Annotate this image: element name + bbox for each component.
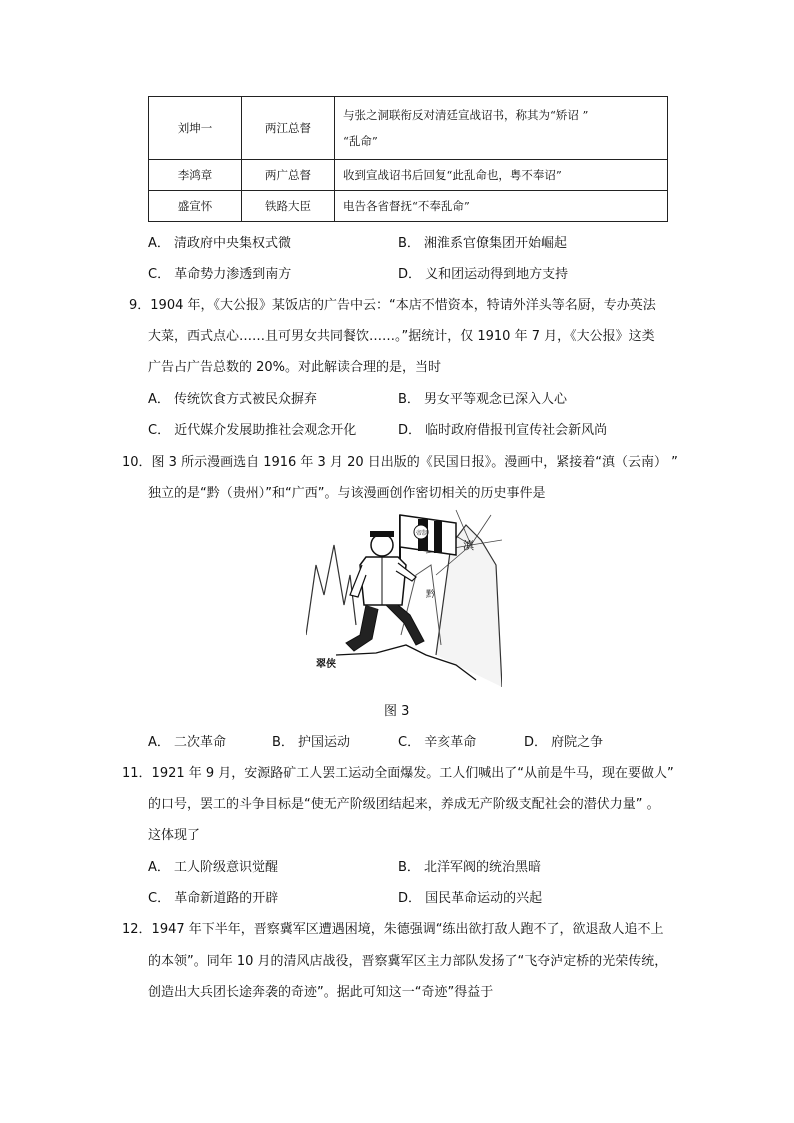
official-name: 刘坤一 [149, 97, 242, 160]
q10-stem: 10．图 3 所示漫画选自 1916 年 3 月 20 日出版的《民国日报》。漫画中，紧接着“滇（云南） ” [122, 455, 678, 470]
q10-option-c: C． 辛亥革命 [398, 735, 477, 750]
q9-stem: 广告占广告总数的 20%。对此解读合理的是，当时 [148, 360, 442, 375]
table-row [149, 160, 668, 191]
q11-stem: 11．1921 年 9 月，安源路矿工人罢工运动全面爆发。工人们喊出了“从前是牛马，现在要做人” [122, 766, 674, 781]
official-stance: 收到宣战诏书后回复“此乱命也，粤不奉诏” [335, 160, 668, 191]
q9-option-d: D． 临时政府借报刊宣传社会新风尚 [398, 423, 608, 438]
q8-option-c: C． 革命势力渗透到南方 [148, 267, 292, 282]
q11-option-a: A． 工人阶级意识觉醒 [148, 860, 279, 875]
cartoon-flag-label: 帝制 [416, 530, 429, 537]
q9-stem: 大菜，西式点心……且可男女共同餐饮……。”据统计，仅 1910 年 7 月，《大公报》这类 [148, 329, 655, 344]
stance-line: “乱命” [343, 134, 378, 148]
q9-stem: 9．1904 年，《大公报》某饭店的广告中云：“本店不惜资本，特请外洋头等名厨，专办英法 [129, 298, 656, 313]
q9-option-c: C． 近代媒介发展助推社会观念开化 [148, 423, 357, 438]
q12-stem: 的本领”。同年 10 月的清风店战役，晋察冀军区主力部队发扬了“飞夺泸定桥的光荣传统， [148, 954, 668, 969]
official-title: 铁路大臣 [242, 191, 335, 222]
cartoon-signature: 翠侠 [316, 659, 336, 670]
q9-option-b: B． 男女平等观念已深入人心 [398, 392, 568, 407]
stance-line: 与张之洞联衔反对清廷宣战诏书，称其为“矫诏 ” [343, 108, 589, 122]
cartoon-ground-label: 黔 [426, 590, 436, 600]
q12-stem: 12．1947 年下半年，晋察冀军区遭遇困境，朱德强调“练出欲打敌人跑不了，欲退敌人追不上 [122, 922, 664, 937]
q10-option-a: A． 二次革命 [148, 735, 227, 750]
q11-option-b: B． 北洋军阀的统治黑暗 [398, 860, 542, 875]
cartoon-mountain-label: 滇 [463, 539, 474, 552]
official-name: 盛宣怀 [149, 191, 242, 222]
q10-stem: 独立的是“黔（贵州）”和“广西”。与该漫画创作密切相关的历史事件是 [148, 486, 546, 501]
table-row [149, 97, 668, 160]
table-row [149, 191, 668, 222]
official-stance: 电告各省督抚“不奉乱命” [335, 191, 668, 222]
q12-stem: 创造出大兵团长途奔袭的奇迹”。据此可知这一“奇迹”得益于 [148, 985, 494, 1000]
q11-option-d: D． 国民革命运动的兴起 [398, 891, 543, 906]
official-stance [335, 97, 668, 160]
q11-stem: 这体现了 [148, 828, 201, 843]
official-title: 两广总督 [242, 160, 335, 191]
officials-table [148, 96, 668, 222]
q10-option-d: D． 府院之争 [524, 735, 604, 750]
q11-option-c: C． 革命新道路的开辟 [148, 891, 279, 906]
figure-caption: 图 3 [384, 704, 410, 719]
q9-option-a: A． 传统饮食方式被民众摒弃 [148, 392, 318, 407]
q8-option-b: B． 湘淮系官僚集团开始崛起 [398, 236, 568, 251]
q8-option-d: D． 义和团运动得到地方支持 [398, 267, 569, 282]
official-name: 李鸿章 [149, 160, 242, 191]
q10-option-b: B． 护国运动 [272, 735, 351, 750]
political-cartoon [306, 505, 502, 687]
q11-stem: 的口号，罢工的斗争目标是“使无产阶级团结起来，养成无产阶级支配社会的潜伏力量” 。 [148, 797, 660, 812]
q8-option-a: A． 清政府中央集权式微 [148, 236, 292, 251]
official-title: 两江总督 [242, 97, 335, 160]
